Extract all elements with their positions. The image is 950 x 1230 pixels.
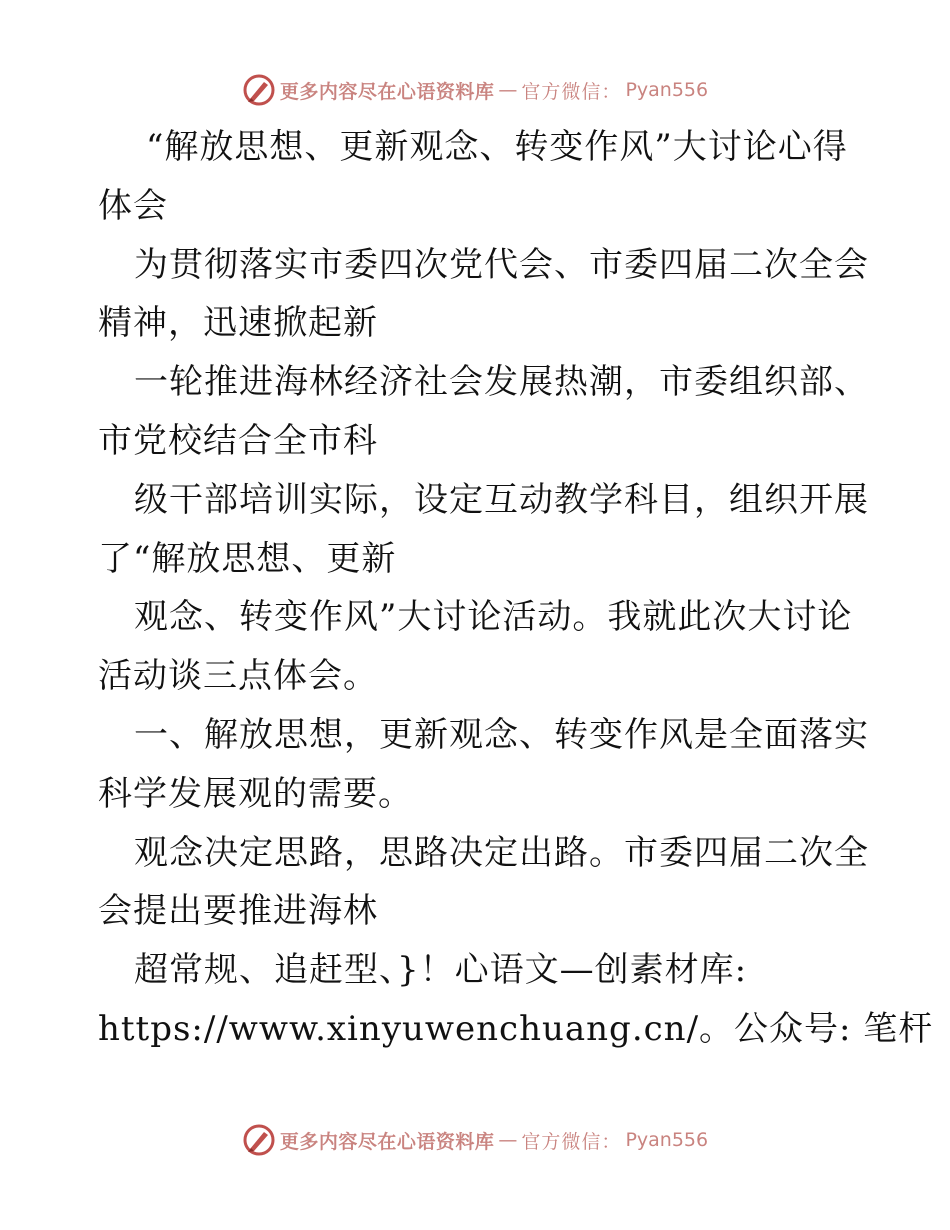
text-line: 为贯彻落实市委四次党代会、市委四届二次全会 bbox=[134, 244, 869, 285]
header-wechat-label: 官方微信： bbox=[521, 80, 622, 103]
header-watermark bbox=[0, 70, 950, 110]
text-line: 体会 bbox=[98, 185, 168, 226]
pen-logo-icon bbox=[242, 1123, 276, 1157]
text-line: 活动谈三点体会。 bbox=[98, 656, 378, 697]
footer-site-text: 更多内容尽在心语资料库 bbox=[279, 1130, 495, 1153]
text-line: 了“解放思想、更新 bbox=[98, 538, 397, 579]
text-line: 市党校结合全市科 bbox=[98, 420, 378, 461]
text-line: 会提出要推进海林 bbox=[98, 891, 378, 932]
header-site-text: 更多内容尽在心语资料库 bbox=[279, 80, 495, 103]
text-line: 观念、转变作风”大讨论活动。我就此次大讨论 bbox=[134, 597, 853, 638]
text-line: “解放思想、更新观念、转变作风”大讨论心得 bbox=[146, 127, 848, 167]
footer-watermark bbox=[0, 1120, 950, 1160]
text-line: 级干部培训实际，设定互动教学科目，组织开展 bbox=[134, 479, 869, 520]
text-line: https://www.xinyuwenchuang.cn/。公众号: 笔杆 bbox=[98, 1008, 934, 1049]
text-line: 一轮推进海林经济社会发展热潮，市委组织部、 bbox=[134, 362, 869, 403]
text-line: 科学发展观的需要。 bbox=[98, 773, 413, 814]
pen-logo-icon bbox=[242, 73, 276, 107]
text-line: 一、解放思想，更新观念、转变作风是全面落实 bbox=[134, 714, 869, 755]
header-dash: — bbox=[498, 79, 518, 101]
text-line: 超常规、追赶型、}！心语文—创素材库: bbox=[134, 950, 748, 991]
text-line: 精神，迅速掀起新 bbox=[98, 303, 378, 344]
footer-dash: — bbox=[498, 1129, 518, 1151]
text-line: 观念决定思路，思路决定出路。市委四届二次全 bbox=[134, 832, 869, 873]
footer-wechat-id: Pyan556 bbox=[625, 1129, 709, 1151]
document-body bbox=[98, 118, 934, 1059]
footer-wechat-label: 官方微信： bbox=[521, 1130, 622, 1153]
header-wechat-id: Pyan556 bbox=[625, 79, 709, 101]
